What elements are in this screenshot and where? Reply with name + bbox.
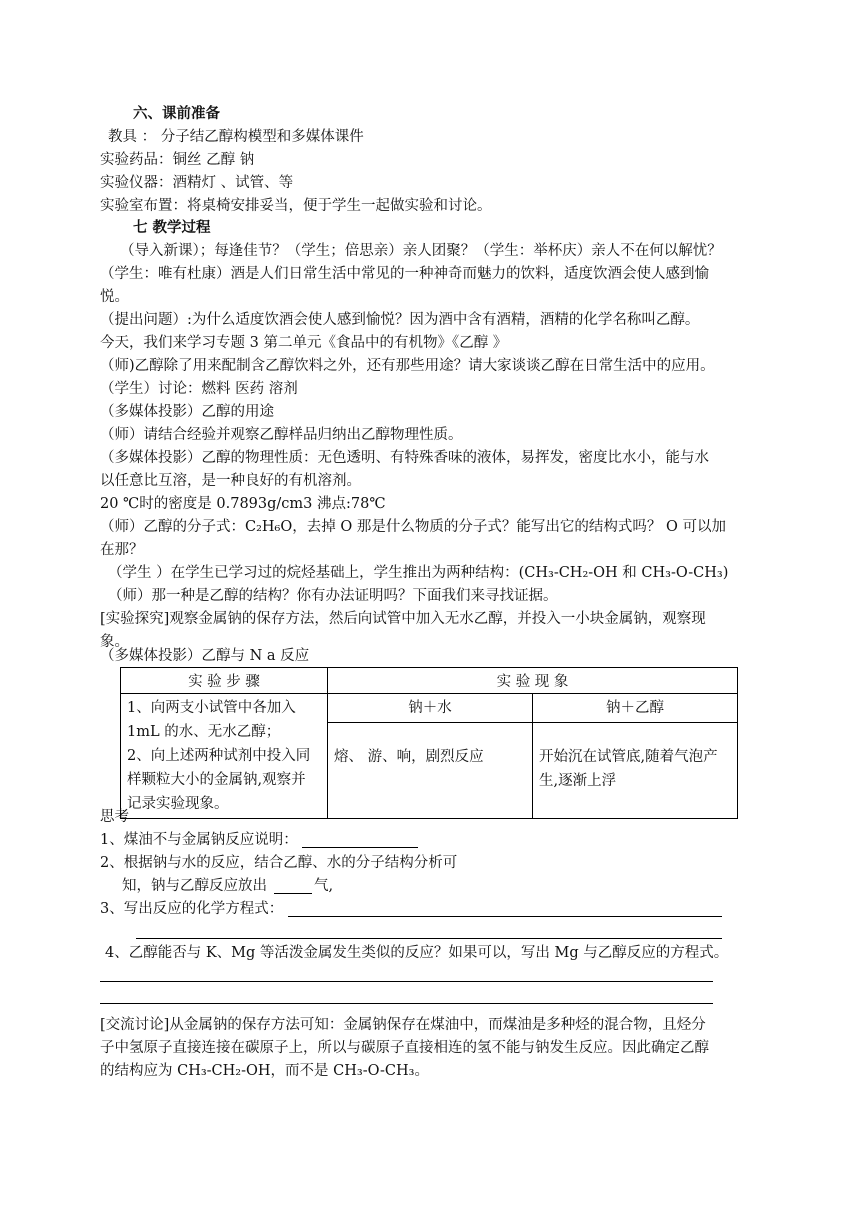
think-question-2-line-1: 2、根据钠与水的反应，结合乙醇、水的分子结构分析可: [100, 855, 458, 871]
discussion-line-2: 子中氢原子直接连接在碳原子上，所以与碳原子直接相连的氢不能与钠发生反应。因此确定乙醇: [100, 1040, 709, 1056]
na-ethanol-result: [533, 723, 738, 819]
steps-cell: [121, 694, 328, 819]
formula-question-line-2: 在那？: [100, 542, 144, 558]
experiment-line-2: 象。: [100, 634, 129, 650]
header-steps: 实 验 步 骤: [121, 668, 328, 694]
think-question-2-prefix: 知，钠与乙醇反应放出: [122, 878, 267, 894]
answer-blank-4a: [100, 981, 713, 982]
section-six-title: 六、课前准备: [133, 105, 220, 122]
step-text-4: 样颗粒大小的金属钠,观察并: [127, 772, 306, 788]
answer-blank-2: [274, 893, 312, 894]
question-line-2: 今天，我们来学习专题 3 第二单元《食品中的有机物》《乙醇 》: [100, 335, 508, 351]
step-text-1: 1、向两支小试管中各加入: [127, 700, 296, 716]
think-title: 思考: [100, 809, 129, 825]
section-seven-title: 七 教学过程: [133, 219, 211, 236]
student-discussion-line: （学生）讨论：燃料 医药 溶剂: [100, 381, 298, 397]
answer-blank-4b: [100, 1003, 713, 1004]
physical-props-question: （师）请结合经验并观察乙醇样品归纳出乙醇物理性质。: [100, 427, 463, 443]
intro-line-2: （学生：唯有杜康）酒是人们日常生活中常见的一种神奇而魅力的饮料，适度饮酒会使人感到愉: [100, 266, 709, 282]
proof-question-line: （师）那一种是乙醇的结构？你有办法证明吗？下面我们来寻找证据。: [108, 588, 558, 604]
step-text-2: 1mL 的水、无水乙醇；: [127, 724, 281, 740]
intro-line-1: （导入新课）；每逢佳节？（学生；倍思亲）亲人团聚？（学生：举杯庆）亲人不在何以解忧？: [120, 243, 722, 259]
think-question-4: 4、乙醇能否与 K、Mg 等活泼金属发生类似的反应？如果可以，写出 Mg 与乙醇反应的方程式。: [105, 945, 729, 961]
step-text-3: 2、向上述两种试剂中投入同: [127, 748, 311, 764]
think-question-1: 1、煤油不与金属钠反应说明：: [100, 832, 298, 848]
na-water-result: 熔、 游、响，剧烈反应: [328, 723, 533, 819]
question-line-1: （提出问题）:为什么适度饮酒会使人感到愉悦？因为酒中含有酒精，酒精的化学名称叫乙醇。: [100, 312, 700, 328]
reagents-line: 实验药品：铜丝 乙醇 钠: [100, 152, 255, 168]
experiment-line-1: [实验探究]观察金属钠的保存方法，然后向试管中加入无水乙醇，并投入一小块金属钠，观察现: [100, 611, 706, 627]
discussion-line-3: 的结构应为 CH₃-CH₂-OH，而不是 CH₃-O-CH₃。: [100, 1063, 429, 1079]
projection-na-line: （多媒体投影）乙醇与 N a 反应: [100, 648, 310, 664]
density-line: 20 ℃时的密度是 0.7893g/cm3 沸点:78℃: [100, 496, 386, 512]
answer-blank-3a: [288, 916, 722, 917]
uses-question-line: （师)乙醇除了用来配制含乙醇饮料之外，还有那些用途？请大家谈谈乙醇在日常生活中的应用。: [100, 358, 715, 374]
subheader-na-water: 钠＋水: [328, 694, 533, 723]
formula-question-line-1: （师）乙醇的分子式：C₂H₆O，去掉 O 那是什么物质的分子式？能写出它的结构式吗？ O 可以加: [100, 519, 726, 535]
teaching-aids-line: 教具 ： 分子结乙醇构模型和多媒体课件: [108, 129, 364, 145]
think-question-3: 3、写出反应的化学方程式：: [100, 901, 284, 917]
physical-props-line-2: 以任意比互溶，是一种良好的有机溶剂。: [100, 473, 361, 489]
lab-layout-line: 实验室布置：将桌椅安排妥当，便于学生一起做实验和讨论。: [100, 198, 492, 214]
discussion-line-1: [交流讨论]从金属钠的保存方法可知：金属钠保存在煤油中，而煤油是多种烃的混合物，且烃分: [100, 1017, 706, 1033]
answer-blank-3b: [136, 938, 722, 939]
projection-uses-line: （多媒体投影）乙醇的用途: [100, 404, 274, 420]
instruments-line: 实验仪器：酒精灯 、试管、等: [100, 175, 294, 191]
two-structures-line: （学生 ）在学生已学习过的烷烃基础上，学生推出为两种结构：(CH₃-CH₂-OH 和 CH₃-O-CH₃): [108, 565, 729, 581]
na-ethanol-result-line-2: 生,逐渐上浮: [539, 773, 617, 790]
step-text-5: 记录实验现象。: [127, 796, 229, 812]
answer-blank-1: [302, 847, 418, 848]
think-question-2-suffix: 气,: [314, 878, 334, 894]
intro-line-3: 悦。: [100, 289, 129, 305]
physical-props-line-1: （多媒体投影）乙醇的物理性质：无色透明、有特殊香味的液体，易挥发，密度比水小，能与水: [100, 450, 709, 466]
header-phenomena: 实 验 现 象: [328, 668, 738, 694]
subheader-na-ethanol: 钠＋乙醇: [533, 694, 738, 723]
experiment-table: [120, 667, 738, 819]
na-ethanol-result-line-1: 开始沉在试管底,随着气泡产: [539, 749, 718, 766]
